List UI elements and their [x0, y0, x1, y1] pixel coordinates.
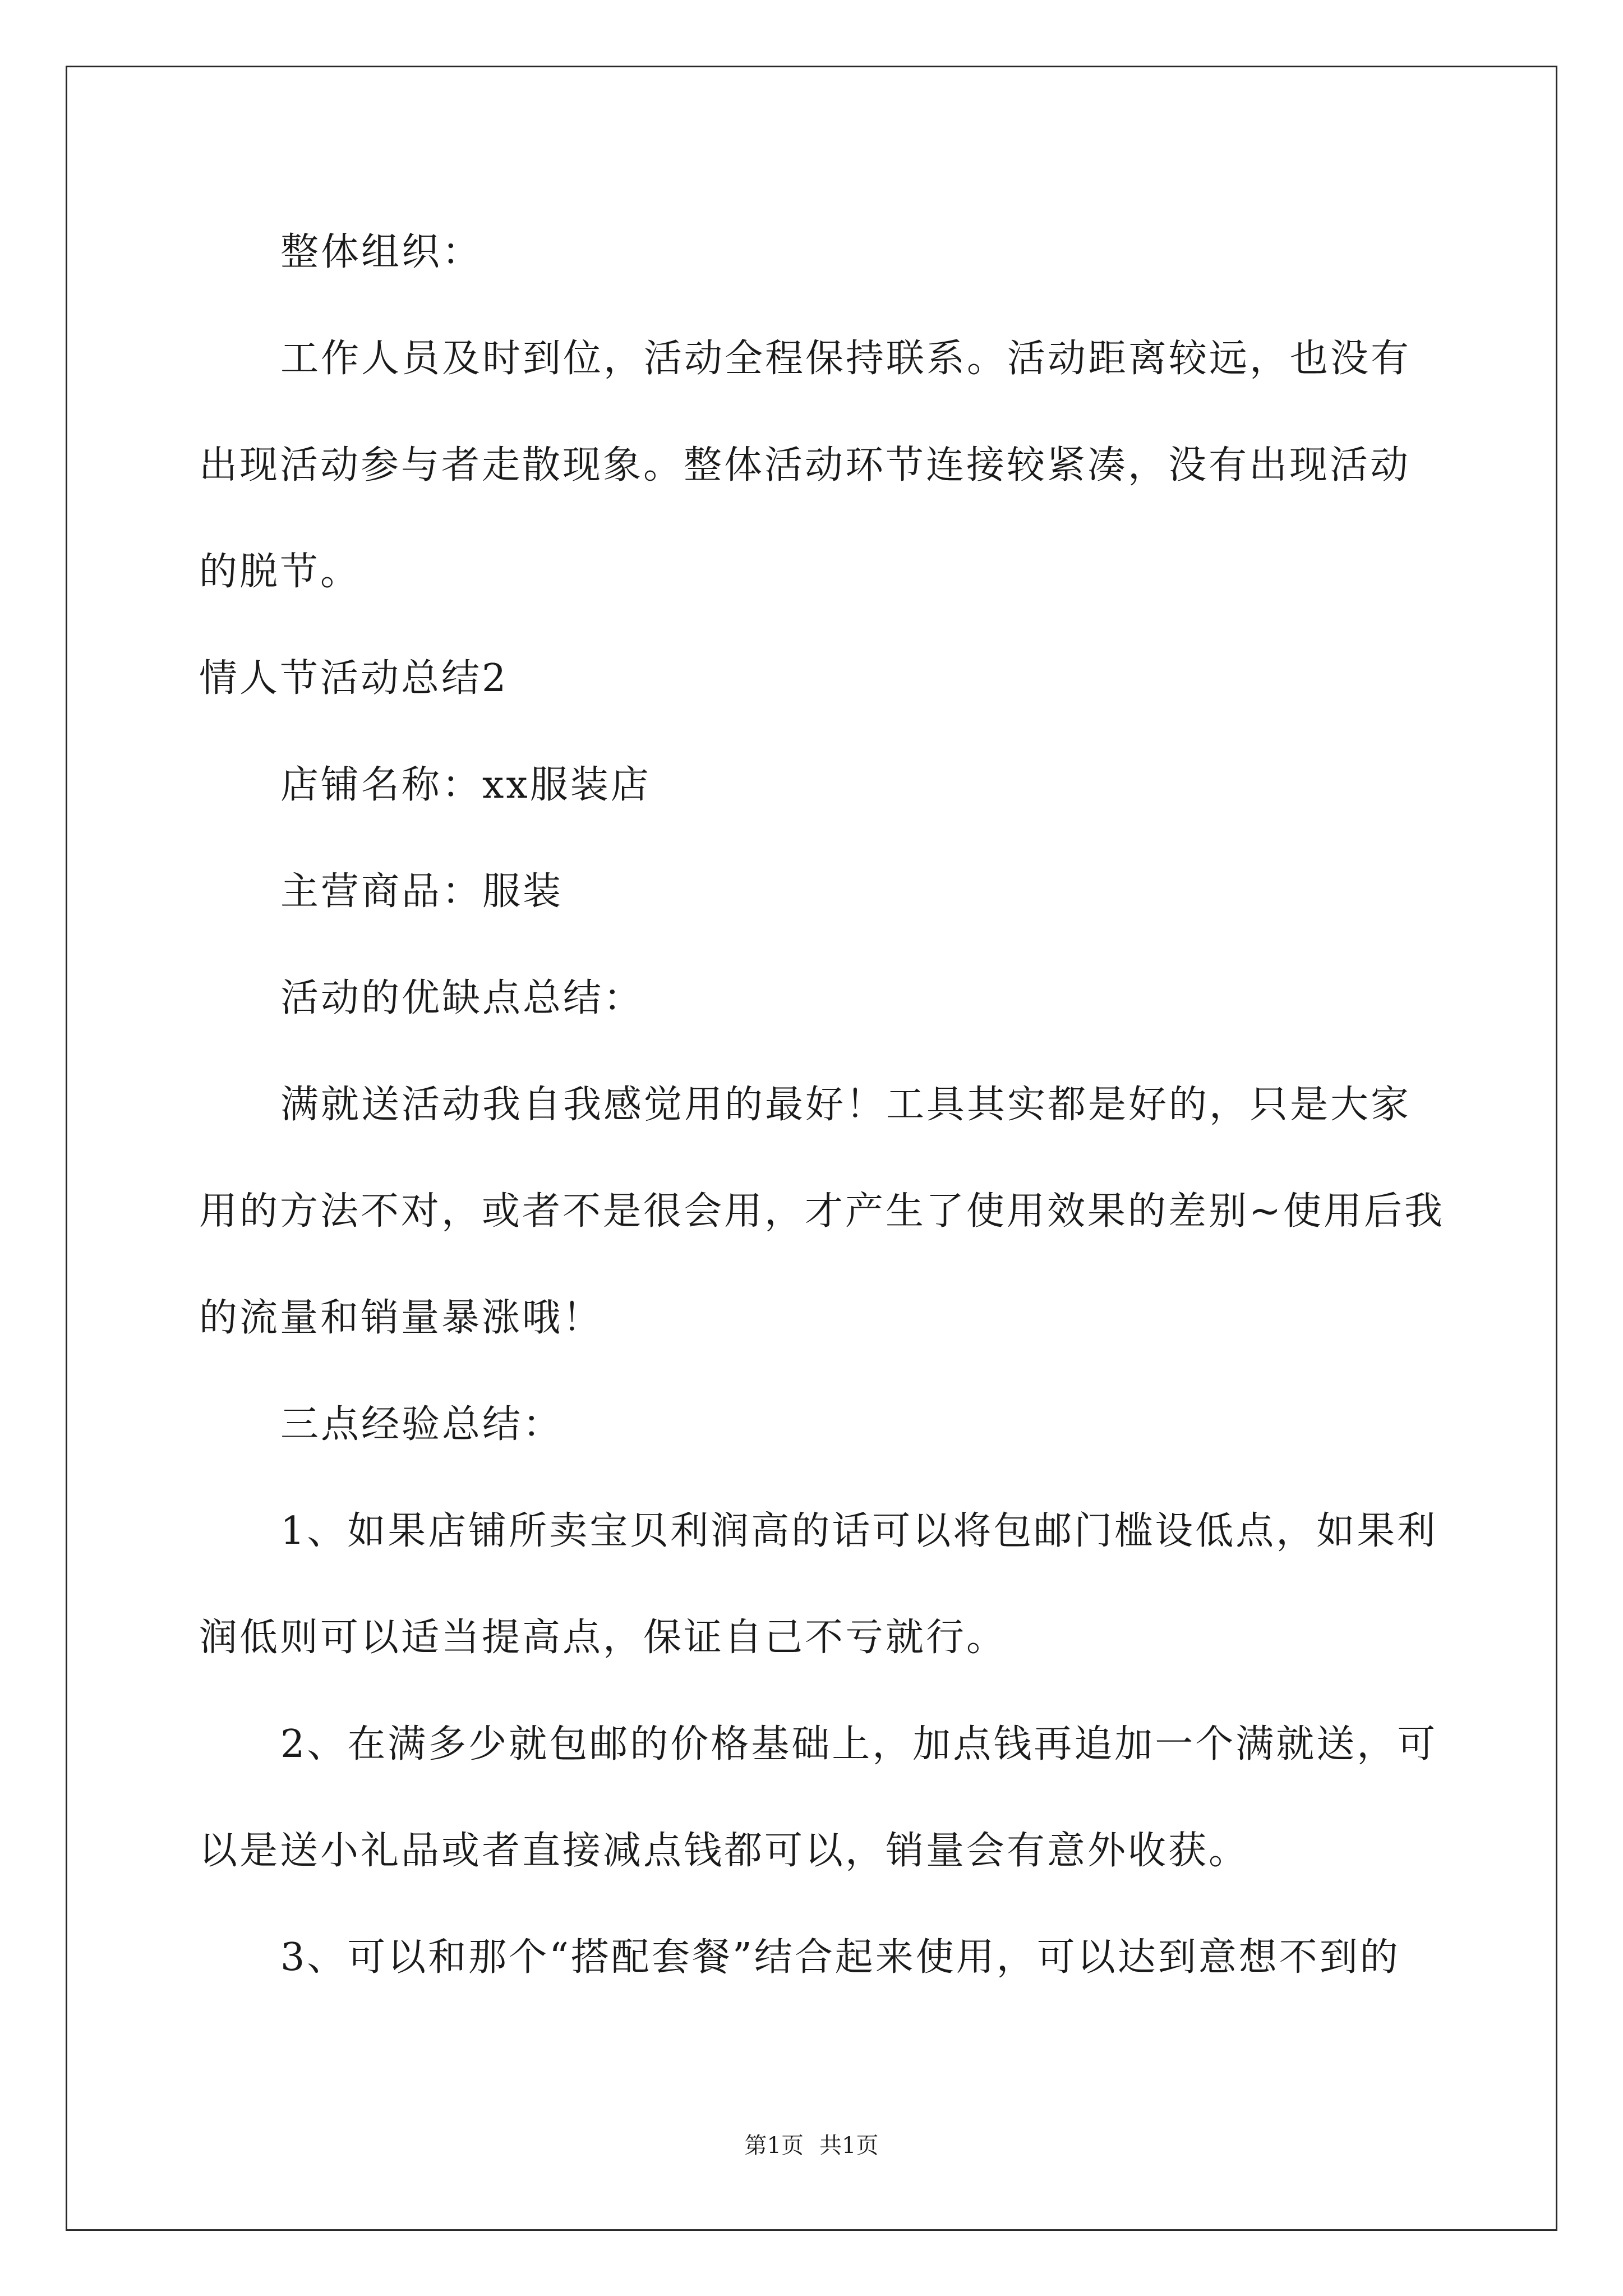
list-item-line: 3、可以和那个“搭配套餐”结合起来使用，可以达到意想不到的: [280, 1935, 1400, 1980]
section-heading: 整体组织：: [280, 230, 483, 274]
paragraph-line: 的脱节。: [199, 550, 361, 594]
section-heading: 活动的优缺点总结：: [280, 976, 644, 1020]
store-name-line: 店铺名称：xx服装店: [280, 763, 651, 807]
page-border: [66, 66, 1557, 2231]
page-footer: [0, 2132, 1623, 2160]
page-number-total: 共1页: [819, 2133, 879, 2159]
paragraph-line: 用的方法不对，或者不是很会用，才产生了使用效果的差别~使用后我: [199, 1189, 1445, 1234]
paragraph-line: 的流量和销量暴涨哦！: [199, 1296, 603, 1340]
main-product-line: 主营商品：服装: [280, 869, 564, 914]
list-item-line: 以是送小礼品或者直接减点钱都可以，销量会有意外收获。: [199, 1829, 1249, 1873]
document-title: 情人节活动总结2: [199, 656, 509, 701]
paragraph-line: 出现活动参与者走散现象。整体活动环节连接较紧凑，没有出现活动: [199, 443, 1411, 487]
section-heading: 三点经验总结：: [280, 1402, 564, 1447]
paragraph-line: 工作人员及时到位，活动全程保持联系。活动距离较远，也没有: [280, 337, 1412, 381]
list-item-line: 1、如果店铺所卖宝贝利润高的话可以将包邮门槛设低点，如果利: [280, 1509, 1438, 1553]
list-item-line: 润低则可以适当提高点，保证自己不亏就行。: [199, 1616, 1007, 1660]
list-item-line: 2、在满多少就包邮的价格基础上，加点钱再追加一个满就送，可: [280, 1722, 1438, 1766]
page-number-current: 第1页: [744, 2133, 804, 2159]
paragraph-line: 满就送活动我自我感觉用的最好！工具其实都是好的，只是大家: [280, 1083, 1412, 1127]
